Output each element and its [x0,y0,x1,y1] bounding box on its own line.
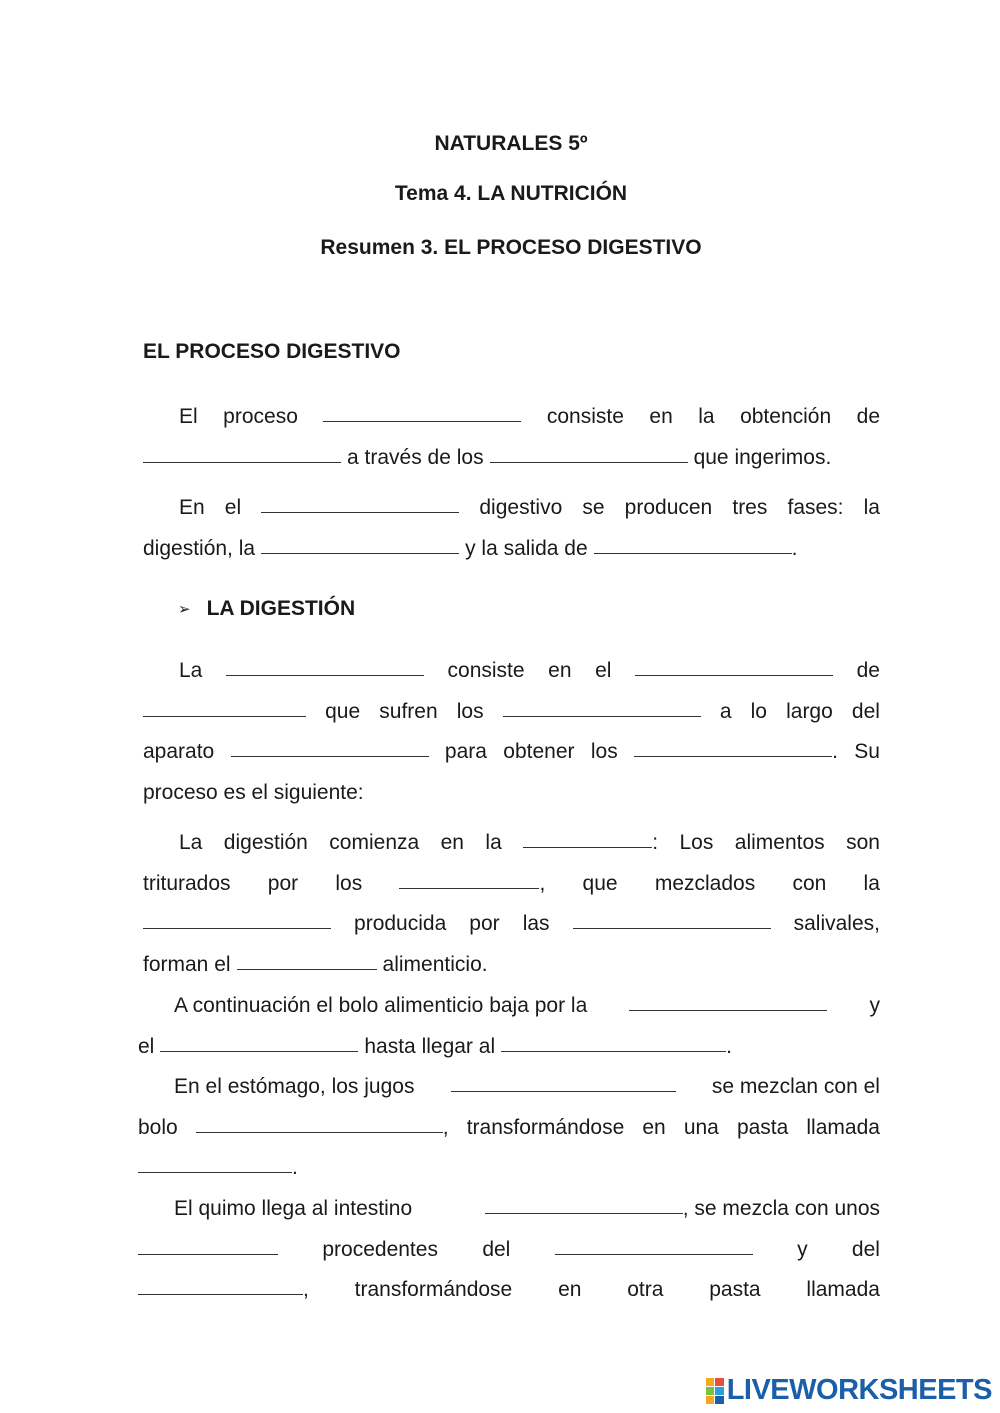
text: , [303,1278,309,1302]
text: a [719,699,732,723]
text: se mezclan con el [711,1075,880,1098]
text: los [590,740,618,764]
logo-square [715,1387,724,1395]
subsection-title: LA DIGESTIÓN [206,597,356,620]
worksheet-subject: NATURALES 5º [434,132,588,155]
text: pasta [736,1115,789,1139]
blank-input[interactable] [231,755,429,757]
text: transformándose [354,1278,513,1302]
blank-input[interactable] [594,552,792,554]
blank-input[interactable] [237,968,377,970]
text: hasta llegar al [364,1034,496,1058]
text: digestión [223,831,308,854]
paragraph-4 [143,823,880,986]
text: comienza [329,831,420,854]
blank-with-period [634,732,838,773]
text: para [444,740,487,764]
text: llamada [806,1278,880,1302]
blank-input[interactable] [490,461,688,463]
text: , [539,871,546,895]
text: llamada [806,1115,880,1139]
logo-square [706,1396,715,1404]
blank-input[interactable] [323,420,521,422]
text: una [683,1115,719,1139]
section-title: EL PROCESO DIGESTIVO [143,340,401,363]
text: en [649,405,673,428]
text: en [440,831,464,854]
text: procedentes [322,1237,438,1261]
blank-with-comma [138,1270,309,1311]
text: del [851,699,880,723]
worksheet-topic: Tema 4. LA NUTRICIÓN [394,182,628,205]
blank-input[interactable] [635,674,833,676]
logo-square [715,1396,724,1404]
text: alimentos [734,831,825,854]
blank-input[interactable] [138,1253,278,1255]
paragraph-3 [143,651,880,814]
blank-input[interactable] [160,1050,358,1052]
text: fases: [787,496,844,519]
text: y [869,994,880,1017]
text: El quimo llega al intestino [174,1197,413,1220]
blank-input[interactable] [501,1050,726,1052]
text: de [856,405,880,428]
blank-with-comma [399,864,545,905]
text: obtención [740,405,832,428]
text: aparato [143,740,215,764]
paragraph-2 [143,488,880,569]
blank-input[interactable] [196,1131,443,1133]
text: otra [627,1278,664,1302]
text: tres [732,496,768,519]
text: y la salida de [465,536,588,560]
logo-text: LIVEWORKSHEETS [726,1374,992,1406]
paragraph-1 [143,397,880,478]
text: a través de los [347,445,484,469]
blank-input[interactable] [503,715,701,717]
text: los [456,699,484,723]
text: la [485,831,502,854]
paragraph-5 [138,986,880,1067]
text: . [832,740,838,764]
text: con [792,871,827,895]
text: que [325,699,361,723]
blank-input[interactable] [523,846,652,848]
blank-input[interactable] [143,927,331,929]
text: : [652,831,659,854]
text: . [791,536,798,560]
text: lo [750,699,767,723]
text: la [863,871,880,895]
text: digestión, la [143,536,256,560]
text: triturados [143,871,231,895]
text: En [179,496,205,519]
text: el [138,1034,155,1058]
text: mezclados [654,871,756,895]
text: por [469,912,500,936]
blank-input[interactable] [485,1212,683,1214]
blank-input[interactable] [261,511,459,513]
text: largo [786,699,833,723]
text: . [726,1034,732,1058]
text: La [179,659,203,682]
text: transformándose [466,1115,625,1139]
text: producida [354,912,447,936]
blank-with-comma [485,1189,880,1230]
text: bolo [138,1115,178,1139]
paragraph-7 [138,1189,880,1311]
logo-square [715,1378,724,1386]
text: se [582,496,605,519]
text: obtener [503,740,575,764]
blank-input[interactable] [143,461,341,463]
text: , [442,1115,449,1139]
logo-square [706,1378,715,1386]
text: en [642,1115,666,1139]
blank-input[interactable] [143,715,306,717]
blank-input[interactable] [261,552,459,554]
text: el [224,496,242,519]
blank-with-colon [523,823,658,864]
blank-input[interactable] [629,1009,827,1011]
text: alimenticio. [382,953,488,977]
liveworksheets-logo[interactable] [706,1374,992,1407]
blank-input[interactable] [573,927,771,929]
text: pasta [709,1278,761,1302]
blank-input[interactable] [555,1253,753,1255]
text: de [856,659,880,682]
text: y [797,1237,808,1261]
text: consiste [447,659,525,682]
text: Los [679,831,714,854]
text: producen [624,496,713,519]
worksheet-summary-title: Resumen 3. EL PROCESO DIGESTIVO [320,236,702,259]
text: que ingerimos. [693,445,832,469]
text: El [179,405,198,428]
text: del [482,1237,511,1261]
text: los [335,871,363,895]
text: En el estómago, los jugos [174,1075,415,1098]
blank-input[interactable] [226,674,424,676]
blank-input[interactable] [634,755,832,757]
blank-input[interactable] [399,887,539,889]
text: La [179,831,203,854]
text: las [522,912,550,936]
text: en [548,659,572,682]
text: del [851,1237,880,1261]
blank-input[interactable] [138,1293,303,1295]
text: , se mezcla con unos [682,1197,880,1220]
logo-square [706,1387,715,1395]
text: la [863,496,880,519]
text: que [582,871,618,895]
text: forman el [143,953,231,977]
subsection-heading [178,597,355,621]
text: digestivo [479,496,563,519]
blank-with-period [138,1148,298,1189]
arrow-bullet-icon: ➢ [178,601,191,618]
blank-input[interactable] [451,1090,676,1092]
text: . [292,1156,298,1180]
text: proceso [223,405,298,428]
text: la [698,405,715,428]
text: el [595,659,612,682]
text: son [846,831,880,854]
text: en [558,1278,582,1302]
logo-mark-icon [706,1378,724,1404]
text: A continuación el bolo alimenticio baja por la [174,994,588,1017]
text: salivales, [793,912,880,936]
text: por [267,871,299,895]
blank-with-comma [196,1108,449,1149]
text: consiste [546,405,624,428]
text: Su [854,740,880,764]
paragraph-6 [138,1067,880,1189]
blank-input[interactable] [138,1171,292,1173]
text: sufren [379,699,438,723]
text: proceso es el siguiente: [143,781,364,805]
